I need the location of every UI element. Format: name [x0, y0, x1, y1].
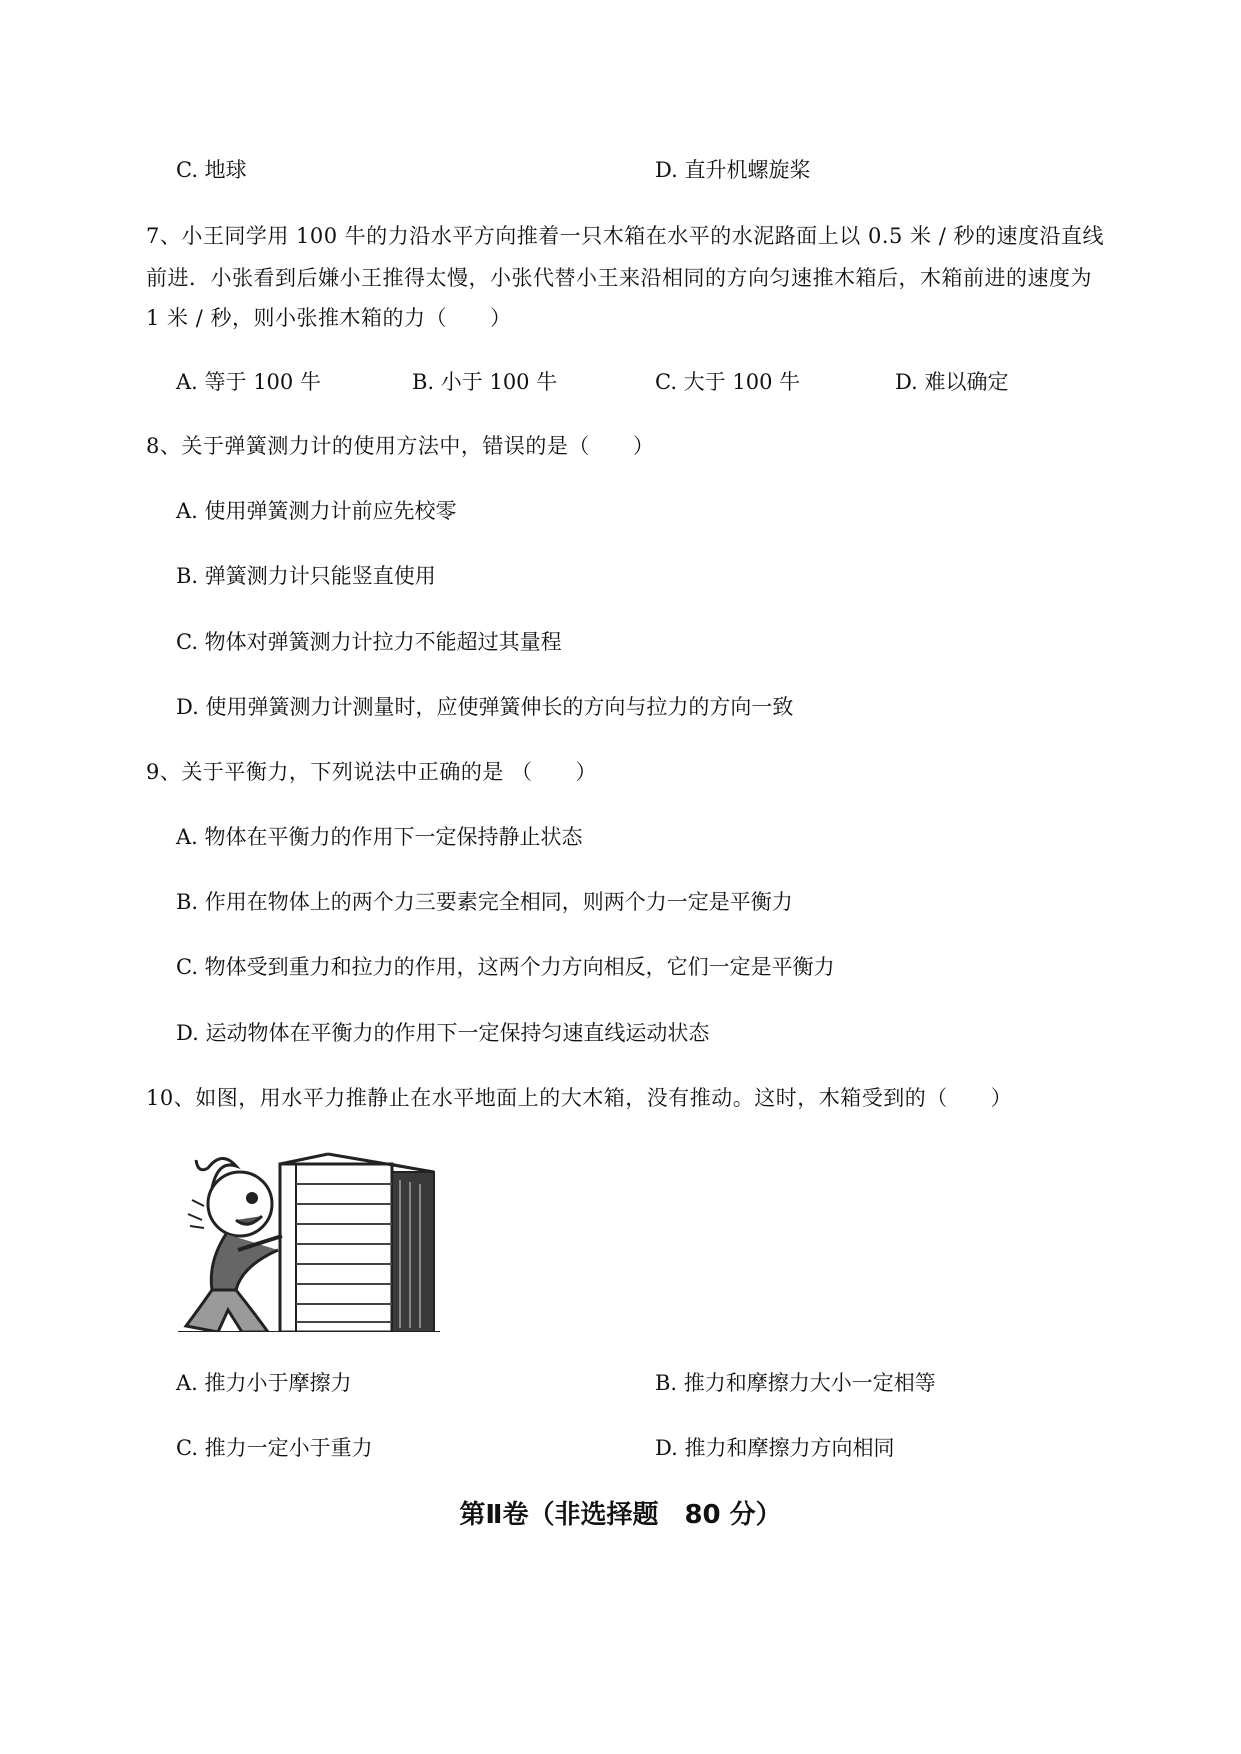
figure-person-pushing-box [178, 1150, 440, 1332]
q10-option-c: C. 推力一定小于重力 [176, 1436, 373, 1460]
q9-stem: 9、关于平衡力，下列说法中正确的是 （ ） [146, 760, 598, 784]
q6-option-d: D. 直升机螺旋桨 [655, 158, 811, 182]
q7-option-d: D. 难以确定 [895, 370, 1009, 394]
q10-stem: 10、如图，用水平力推静止在水平地面上的大木箱，没有推动。这时，木箱受到的（ ） [146, 1086, 1013, 1110]
q7-stem-line-1: 7、小王同学用 100 牛的力沿水平方向推着一只木箱在水平的水泥路面上以 0.5 米 / 秒的速度沿直线 [146, 224, 1104, 248]
q7-option-c: C. 大于 100 牛 [655, 370, 801, 394]
q9-option-b: B. 作用在物体上的两个力三要素完全相同，则两个力一定是平衡力 [176, 890, 793, 914]
q10-option-d: D. 推力和摩擦力方向相同 [655, 1436, 895, 1460]
q7-stem-line-2: 前进．小张看到后嫌小王推得太慢，小张代替小王来沿相同的方向匀速推木箱后，木箱前进的速度为 [146, 266, 1092, 290]
q9-option-a: A. 物体在平衡力的作用下一定保持静止状态 [176, 825, 583, 849]
q7-option-b: B. 小于 100 牛 [412, 370, 558, 394]
q8-option-d: D. 使用弹簧测力计测量时，应使弹簧伸长的方向与拉力的方向一致 [176, 695, 794, 719]
q8-option-c: C. 物体对弹簧测力计拉力不能超过其量程 [176, 630, 562, 654]
q7-option-a: A. 等于 100 牛 [176, 370, 321, 394]
q10-option-b: B. 推力和摩擦力大小一定相等 [655, 1371, 936, 1395]
q7-stem-line-3: 1 米 / 秒，则小张推木箱的力（ ） [146, 306, 512, 330]
q8-option-b: B. 弹簧测力计只能竖直使用 [176, 564, 436, 588]
q8-stem: 8、关于弹簧测力计的使用方法中，错误的是（ ） [146, 434, 655, 458]
q10-option-a: A. 推力小于摩擦力 [176, 1371, 352, 1395]
q9-option-c: C. 物体受到重力和拉力的作用，这两个力方向相反，它们一定是平衡力 [176, 955, 835, 979]
person-pushing-box-illustration [178, 1150, 440, 1332]
q8-option-a: A. 使用弹簧测力计前应先校零 [176, 499, 457, 523]
section-2-title: 第Ⅱ卷（非选择题 80 分） [459, 1500, 782, 1530]
q6-option-c: C. 地球 [176, 158, 247, 182]
q9-option-d: D. 运动物体在平衡力的作用下一定保持匀速直线运动状态 [176, 1021, 710, 1045]
